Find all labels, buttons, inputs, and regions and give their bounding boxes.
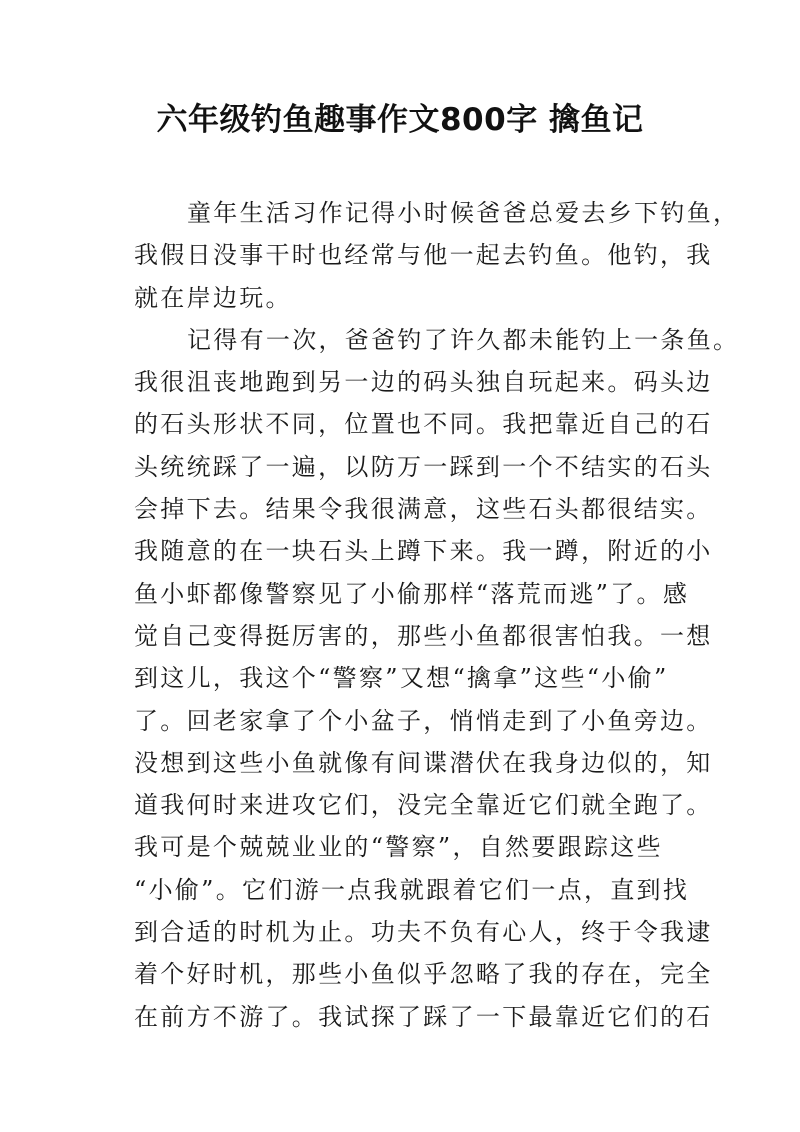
text-line: 觉自己变得挺厉害的，那些小鱼都很害怕我。一想 xyxy=(134,621,713,650)
text-line: 鱼小虾都像警察见了小偷那样“落荒而逃”了。感 xyxy=(134,579,690,608)
text-line: 就在岸边玩。 xyxy=(134,283,292,312)
document-body xyxy=(134,192,740,1038)
text-line: 会掉下去。结果令我很满意，这些石头都很结实。 xyxy=(134,495,713,524)
text-line: 在前方不游了。我试探了踩了一下最靠近它们的石 xyxy=(134,1002,713,1031)
text-line: 没想到这些小鱼就像有间谍潜伏在我身边似的，知 xyxy=(134,748,713,777)
text-line: 道我何时来进攻它们，没完全靠近它们就全跑了。 xyxy=(134,791,713,820)
text-line: “小偷”。它们游一点我就跟着它们一点，直到找 xyxy=(134,875,690,904)
text-line: 头统统踩了一遍，以防万一踩到一个不结实的石头 xyxy=(134,452,713,481)
text-line: 的石头形状不同，位置也不同。我把靠近自己的石 xyxy=(134,410,713,439)
text-line: 我很沮丧地跑到另一边的码头独自玩起来。码头边 xyxy=(134,368,713,397)
text-line: 我随意的在一块石头上蹲下来。我一蹲，附近的小 xyxy=(134,537,713,566)
document-title: 六年级钓鱼趣事作文800字 擒鱼记 xyxy=(156,102,644,138)
text-line: 到合适的时机为止。功夫不负有心人，终于令我逮 xyxy=(134,918,713,947)
text-line: 童年生活习作记得小时候爸爸总爱去乡下钓鱼， xyxy=(187,199,740,227)
text-line: 记得有一次，爸爸钓了许久都未能钓上一条鱼。 xyxy=(187,325,740,354)
text-line: 了。回老家拿了个小盆子，悄悄走到了小鱼旁边。 xyxy=(134,706,713,735)
text-line: 我可是个兢兢业业的“警察”，自然要跟踪这些 xyxy=(134,833,663,862)
text-line: 着个好时机，那些小鱼似乎忽略了我的存在，完全 xyxy=(134,960,713,989)
text-line: 我假日没事干时也经常与他一起去钓鱼。他钓，我 xyxy=(134,241,713,270)
text-line: 到这儿，我这个“警察”又想“擒拿”这些“小偷” xyxy=(134,664,669,693)
